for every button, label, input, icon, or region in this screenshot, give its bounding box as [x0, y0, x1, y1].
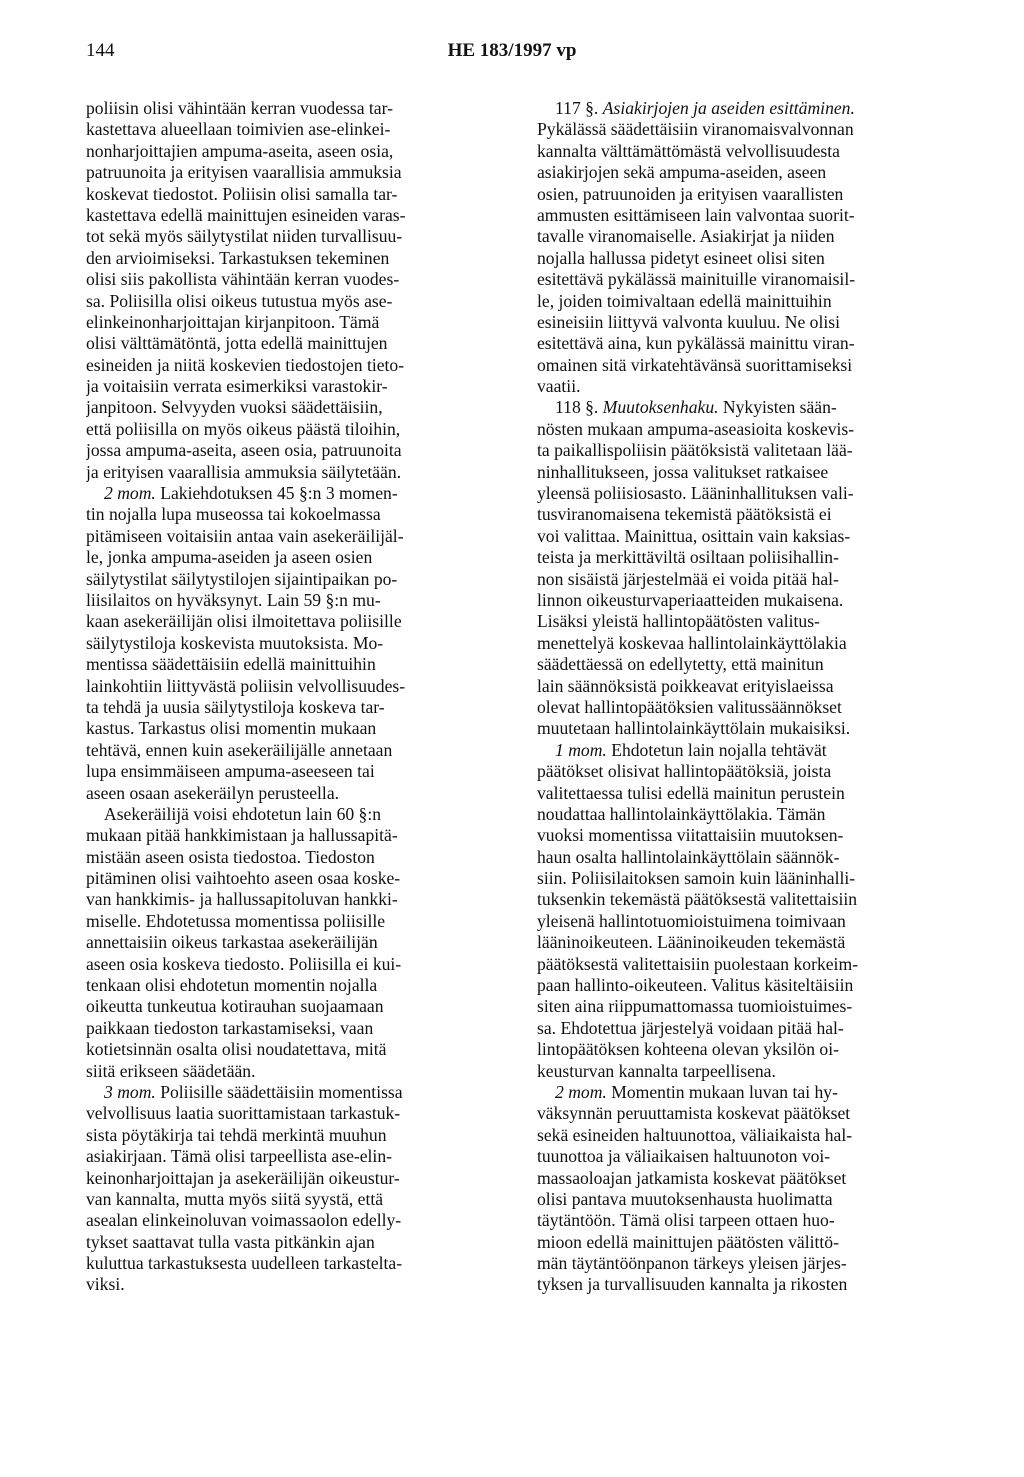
moment-label: 2 mom.: [104, 483, 156, 504]
text-line: [537, 1274, 969, 1295]
text-line: [537, 269, 969, 290]
line-text: tuunottoa ja väliaikaisen haltuunoton voi-: [537, 1146, 831, 1167]
text-line: [86, 654, 504, 675]
text-line: [86, 868, 504, 889]
text-line: [86, 783, 504, 804]
line-text: linnon oikeusturvaperiaatteiden mukaisena.: [537, 589, 844, 610]
text-line: [537, 847, 969, 868]
line-text: Nykyisten sään-: [718, 397, 837, 418]
line-text: vuoksi momentissa viitattaisiin muutoksen-: [537, 825, 844, 846]
moment-label: 1 mom.: [555, 739, 607, 760]
line-text: haun osalta hallintolainkäyttölain säännök-: [537, 846, 840, 867]
line-text: Pykälässä säädettäisiin viranomaisvalvonnan: [537, 119, 854, 140]
line-text: säädettäessä on edellytetty, että mainitun: [537, 654, 824, 675]
text-line: [86, 1253, 504, 1274]
text-line: [86, 226, 504, 247]
line-text: olevat hallintopäätöksien valitussäännökset: [537, 696, 842, 717]
line-text: koskevat tiedostot. Poliisin olisi samalla tar-: [86, 183, 398, 204]
line-text: tuksenkin tekemästä päätöksestä valitettaisiin: [537, 889, 858, 910]
line-text: muutetaan hallintolainkäyttölain mukaisiksi.: [537, 718, 851, 739]
line-text: siin. Poliisilaitoksen samoin kuin lääninhalli-: [537, 868, 856, 889]
line-text: tusviranomaisena tekemistä päätöksistä ei: [537, 504, 832, 525]
text-line: [537, 526, 969, 547]
line-text: asealan elinkeinoluvan voimassaolon edelly-: [86, 1210, 402, 1231]
line-text: tyksen ja turvallisuuden kannalta ja rikosten: [537, 1274, 848, 1295]
line-text: kuluttua tarkastuksesta uudelleen tarkastelta-: [86, 1253, 403, 1274]
text-line: [86, 376, 504, 397]
text-line: [537, 98, 969, 119]
line-text: siten aina riippumattomassa tuomioistuimes-: [537, 996, 853, 1017]
line-text: asiakirjaan. Tämä olisi tarpeellista ase-elin-: [86, 1146, 392, 1167]
line-text: oikeutta tunkeutua kotirauhan suojaamaan: [86, 996, 384, 1017]
line-text: massaoloajan jatkamista koskevat päätökset: [537, 1167, 847, 1188]
line-text: Poliisille säädettäisiin momentissa: [155, 1081, 403, 1102]
text-line: [86, 847, 504, 868]
text-line: [86, 333, 504, 354]
text-line: [537, 590, 969, 611]
document-id: HE 183/1997 vp: [447, 40, 577, 61]
line-text: lain säännöksistä poikkeavat erityislaeissa: [537, 675, 834, 696]
line-text: sa. Poliisilla olisi oikeus tutustua myös ase-: [86, 290, 393, 311]
line-text: Lakiehdotuksen 45 §:n 3 momen-: [155, 483, 398, 504]
line-text: keinonharjoittajan ja asekeräilijän oikeustur-: [86, 1167, 400, 1188]
line-text: van hankkimis- ja hallussapitoluvan hankki-: [86, 889, 398, 910]
text-line: [537, 312, 969, 333]
text-line: [86, 269, 504, 290]
text-line: [537, 804, 969, 825]
line-text: täytäntöön. Tämä olisi tarpeen ottaen huo-: [537, 1210, 835, 1231]
text-line: [86, 462, 504, 483]
line-text: yleensä poliisiosasto. Lääninhallituksen vali-: [537, 483, 854, 504]
line-text: väksynnän peruuttamista koskevat päätökset: [537, 1103, 851, 1124]
text-line: [86, 526, 504, 547]
text-line: [86, 440, 504, 461]
left-text-column: [86, 98, 504, 1296]
line-text: mentissa säädettäisiin edellä mainittuihin: [86, 654, 376, 675]
line-text: Lisäksi yleistä hallintopäätösten valitus-: [537, 611, 820, 632]
line-text: menettelyä koskevaa hallintolainkäyttölakia: [537, 632, 847, 653]
text-line: [86, 740, 504, 761]
text-line: [537, 162, 969, 183]
text-line: [86, 98, 504, 119]
line-text: nonharjoittajien ampuma-aseita, aseen osia,: [86, 140, 394, 161]
line-text: janpitoon. Selvyyden vuoksi säädettäisiin,: [86, 397, 383, 418]
line-text: mioon edellä mainittujen päätösten välittö-: [537, 1231, 839, 1252]
text-line: [537, 483, 969, 504]
line-text: le, joiden toimivaltaan edellä mainittuihin: [537, 290, 832, 311]
line-text: sekä esineiden haltuunottoa, väliaikaista hal-: [537, 1124, 853, 1145]
text-line: [537, 547, 969, 568]
text-line: [86, 1210, 504, 1231]
text-line: [86, 291, 504, 312]
line-text: sista pöytäkirja tai tehdä merkintä muuhun: [86, 1124, 387, 1145]
line-text: ja voitaisiin verrata esimerkiksi varastokir-: [86, 376, 388, 397]
text-line: [86, 1018, 504, 1039]
line-text: non sisäistä järjestelmää ei voida pitää hal-: [537, 568, 839, 589]
text-line: [86, 911, 504, 932]
line-text: keusturvan kannalta tarpeellisena.: [537, 1060, 776, 1081]
text-line: [537, 569, 969, 590]
line-text: 118 §.: [555, 397, 603, 418]
text-line: [86, 419, 504, 440]
text-line: [86, 248, 504, 269]
text-line: [86, 1274, 504, 1295]
line-text: aseen osia koskeva tiedosto. Poliisilla ei kui-: [86, 953, 402, 974]
text-line: [537, 119, 969, 140]
text-line: [86, 184, 504, 205]
text-line: [537, 697, 969, 718]
line-text: Asekeräilijä voisi ehdotetun lain 60 §:n: [104, 803, 382, 824]
text-line: [537, 462, 969, 483]
text-line: [537, 996, 969, 1017]
line-text: tavalle viranomaiselle. Asiakirjat ja niiden: [537, 226, 835, 247]
text-line: [537, 397, 969, 418]
text-line: [537, 975, 969, 996]
text-line: [86, 889, 504, 910]
moment-label: 3 mom.: [104, 1081, 156, 1102]
text-line: [86, 355, 504, 376]
text-line: [537, 504, 969, 525]
line-text: olisi siis pakollista vähintään kerran vuodes-: [86, 269, 400, 290]
right-text-column: [537, 98, 969, 1296]
text-line: [537, 676, 969, 697]
text-line: [537, 291, 969, 312]
line-text: osien, patruunoiden ja erityisen vaarallisten: [537, 183, 844, 204]
text-line: [86, 119, 504, 140]
text-line: [86, 1125, 504, 1146]
text-line: [86, 483, 504, 504]
text-line: [537, 333, 969, 354]
line-text: Momentin mukaan luvan tai hy-: [606, 1081, 838, 1102]
text-line: [86, 205, 504, 226]
line-text: valitettaessa tulisi edellä mainitun perustein: [537, 782, 845, 803]
line-text: säilytystilat säilytystilojen sijaintipaikan po-: [86, 568, 398, 589]
line-text: kannalta välttämättömästä velvollisuudesta: [537, 140, 840, 161]
text-line: [86, 1082, 504, 1103]
text-line: [537, 911, 969, 932]
line-text: tot sekä myös säilytystilat niiden turvallisuu-: [86, 226, 403, 247]
line-text: aseen osaan asekeräilyn perusteella.: [86, 782, 340, 803]
section-title: Muutoksenhaku.: [602, 397, 719, 418]
line-text: esitettävä pykälässä mainituille viranomaisil-: [537, 269, 856, 290]
line-text: velvollisuus laatia suorittamistaan tarkastuk-: [86, 1103, 401, 1124]
text-line: [86, 1103, 504, 1124]
text-line: [86, 761, 504, 782]
line-text: esineisiin liittyvä valvonta kuuluu. Ne olisi: [537, 311, 840, 332]
line-text: esitettävä aina, kun pykälässä mainittu viran-: [537, 333, 855, 354]
line-text: kotietsinnän osalta olisi noudatettava, mitä: [86, 1039, 387, 1060]
text-line: [86, 590, 504, 611]
text-line: [86, 141, 504, 162]
text-line: [537, 1018, 969, 1039]
text-line: [537, 932, 969, 953]
text-line: [86, 804, 504, 825]
text-line: [86, 312, 504, 333]
line-text: kastettava edellä mainittujen esineiden varas-: [86, 204, 406, 225]
text-line: [537, 440, 969, 461]
text-line: [537, 654, 969, 675]
line-text: vaatii.: [537, 376, 581, 397]
line-text: liisilaitos on hyväksynyt. Lain 59 §:n mu-: [86, 589, 381, 610]
line-text: omainen sitä virkatehtävänsä suorittamiseksi: [537, 354, 853, 375]
line-text: miselle. Ehdotetussa momentissa poliisille: [86, 910, 386, 931]
text-line: [86, 504, 504, 525]
line-text: päätökset olisivat hallintopäätöksiä, joista: [537, 761, 832, 782]
line-text: kaan asekeräilijän olisi ilmoitettava poliisille: [86, 611, 402, 632]
text-line: [537, 1125, 969, 1146]
text-line: [86, 1232, 504, 1253]
line-text: paikkaan tiedoston tarkastamiseksi, vaan: [86, 1017, 374, 1038]
line-text: tehtävä, ennen kuin asekeräilijälle annetaan: [86, 739, 393, 760]
line-text: paan hallinto-oikeuteen. Valitus käsiteltäisiin: [537, 975, 854, 996]
text-line: [537, 1039, 969, 1060]
line-text: asiakirjojen sekä ampuma-aseiden, aseen: [537, 162, 827, 183]
line-text: ja erityisen vaarallisia ammuksia säilytetään.: [86, 461, 402, 482]
text-line: [537, 184, 969, 205]
text-line: [537, 761, 969, 782]
text-line: [537, 419, 969, 440]
text-line: [86, 162, 504, 183]
text-line: [537, 889, 969, 910]
line-text: päätöksestä valitettaisiin puolestaan korkeim-: [537, 953, 858, 974]
line-text: män täytäntöönpanon tärkeys yleisen järjes-: [537, 1253, 847, 1274]
text-line: [86, 975, 504, 996]
line-text: poliisin olisi vähintään kerran vuodessa tar-: [86, 98, 393, 118]
line-text: esineiden ja niitä koskevien tiedostojen tieto-: [86, 354, 405, 375]
line-text: sa. Ehdotettua järjestelyä voidaan pitää hal-: [537, 1017, 844, 1038]
text-line: [537, 1189, 969, 1210]
line-text: ninhallitukseen, jossa valitukset ratkaisee: [537, 461, 829, 482]
line-text: tenkaan olisi ehdotetun momentin nojalla: [86, 975, 378, 996]
text-line: [86, 569, 504, 590]
text-line: [537, 1253, 969, 1274]
line-text: jossa ampuma-aseita, aseen osia, patruunoita: [86, 440, 402, 461]
line-text: nösten mukaan ampuma-aseasioita koskevis-: [537, 418, 855, 439]
text-line: [86, 1146, 504, 1167]
moment-label: 2 mom.: [555, 1081, 607, 1102]
text-line: [86, 954, 504, 975]
text-line: [537, 376, 969, 397]
line-text: le, jonka ampuma-aseiden ja aseen osien: [86, 547, 373, 568]
line-text: ta paikallispoliisin päätöksistä valitetaan lää-: [537, 440, 853, 461]
text-line: [86, 676, 504, 697]
line-text: viksi.: [86, 1274, 125, 1295]
text-line: [86, 825, 504, 846]
text-line: [86, 1168, 504, 1189]
text-line: [537, 868, 969, 889]
line-text: olisi välttämätöntä, jotta edellä mainittujen: [86, 333, 388, 354]
text-line: [537, 141, 969, 162]
section-title: Asiakirjojen ja aseiden esittäminen.: [602, 98, 855, 118]
line-text: ammusten esittämiseen lain valvontaa suorit-: [537, 204, 855, 225]
line-text: että poliisilla on myös oikeus päästä tiloihin,: [86, 418, 401, 439]
text-line: [86, 1061, 504, 1082]
text-line: [86, 633, 504, 654]
line-text: lintopäätöksen kohteena olevan yksilön oi-: [537, 1039, 839, 1060]
line-text: pitämiseen voitaisiin antaa vain asekeräilijäl-: [86, 525, 404, 546]
text-line: [86, 932, 504, 953]
text-line: [537, 611, 969, 632]
line-text: mukaan pitää hankkimistaan ja hallussapitä-: [86, 825, 398, 846]
text-line: [537, 1146, 969, 1167]
line-text: Ehdotetun lain nojalla tehtävät: [606, 739, 827, 760]
text-line: [86, 718, 504, 739]
text-line: [537, 1061, 969, 1082]
text-line: [86, 1189, 504, 1210]
line-text: olisi pantava muutoksenhausta huolimatta: [537, 1188, 833, 1209]
text-line: [537, 740, 969, 761]
line-text: voi valittaa. Mainittua, osittain vain kaksias-: [537, 525, 851, 546]
line-text: ta tehdä ja uusia säilytystiloja koskeva tar-: [86, 696, 385, 717]
text-line: [537, 1232, 969, 1253]
text-line: [537, 783, 969, 804]
text-line: [537, 1103, 969, 1124]
text-line: [537, 226, 969, 247]
line-text: nojalla hallussa pidetyt esineet olisi siten: [537, 247, 825, 268]
line-text: siitä erikseen säädetään.: [86, 1060, 256, 1081]
line-text: van kannalta, mutta myös siitä syystä, että: [86, 1188, 384, 1209]
text-line: [537, 825, 969, 846]
text-line: [537, 1082, 969, 1103]
line-text: tykset saattavat tulla vasta pitkänkin ajan: [86, 1231, 375, 1252]
line-text: den arvioimiseksi. Tarkastuksen tekeminen: [86, 247, 390, 268]
text-line: [537, 633, 969, 654]
line-text: pitäminen olisi vaihtoehto aseen osaa koske-: [86, 868, 401, 889]
line-text: lupa ensimmäiseen ampuma-aseeseen tai: [86, 761, 375, 782]
line-text: kastus. Tarkastus olisi momentin mukaan: [86, 718, 377, 739]
line-text: annettaisiin oikeus tarkastaa asekeräilijän: [86, 932, 378, 953]
text-line: [537, 205, 969, 226]
page-header: [0, 40, 1024, 70]
text-line: [86, 697, 504, 718]
text-line: [537, 248, 969, 269]
page-number: 144: [86, 40, 115, 61]
line-text: säilytystiloja koskevista muutoksista. Mo-: [86, 632, 384, 653]
line-text: kastettava alueellaan toimivien ase-elinkei-: [86, 119, 391, 140]
line-text: patruunoita ja erityisen vaarallisia ammuksia: [86, 162, 402, 183]
text-line: [537, 954, 969, 975]
line-text: yleisenä hallintotuomioistuimena toimivaan: [537, 910, 846, 931]
text-line: [86, 996, 504, 1017]
line-text: mistään aseen osista tiedostoa. Tiedoston: [86, 846, 375, 867]
line-text: lainkohtiin liittyvästä poliisin velvollisuudes-: [86, 675, 406, 696]
line-text: 117 §.: [555, 98, 603, 118]
text-line: [86, 547, 504, 568]
text-line: [537, 718, 969, 739]
line-text: tin nojalla lupa museossa tai kokoelmassa: [86, 504, 381, 525]
line-text: noudattaa hallintolainkäyttölakia. Tämän: [537, 803, 826, 824]
line-text: elinkeinonharjoittajan kirjanpitoon. Tämä: [86, 311, 380, 332]
text-line: [537, 355, 969, 376]
text-line: [86, 397, 504, 418]
line-text: lääninoikeuteen. Lääninoikeuden tekemästä: [537, 932, 846, 953]
line-text: teista ja merkittäviltä osiltaan poliisihallin-: [537, 547, 839, 568]
text-line: [537, 1168, 969, 1189]
text-line: [537, 1210, 969, 1231]
text-line: [86, 611, 504, 632]
text-line: [86, 1039, 504, 1060]
